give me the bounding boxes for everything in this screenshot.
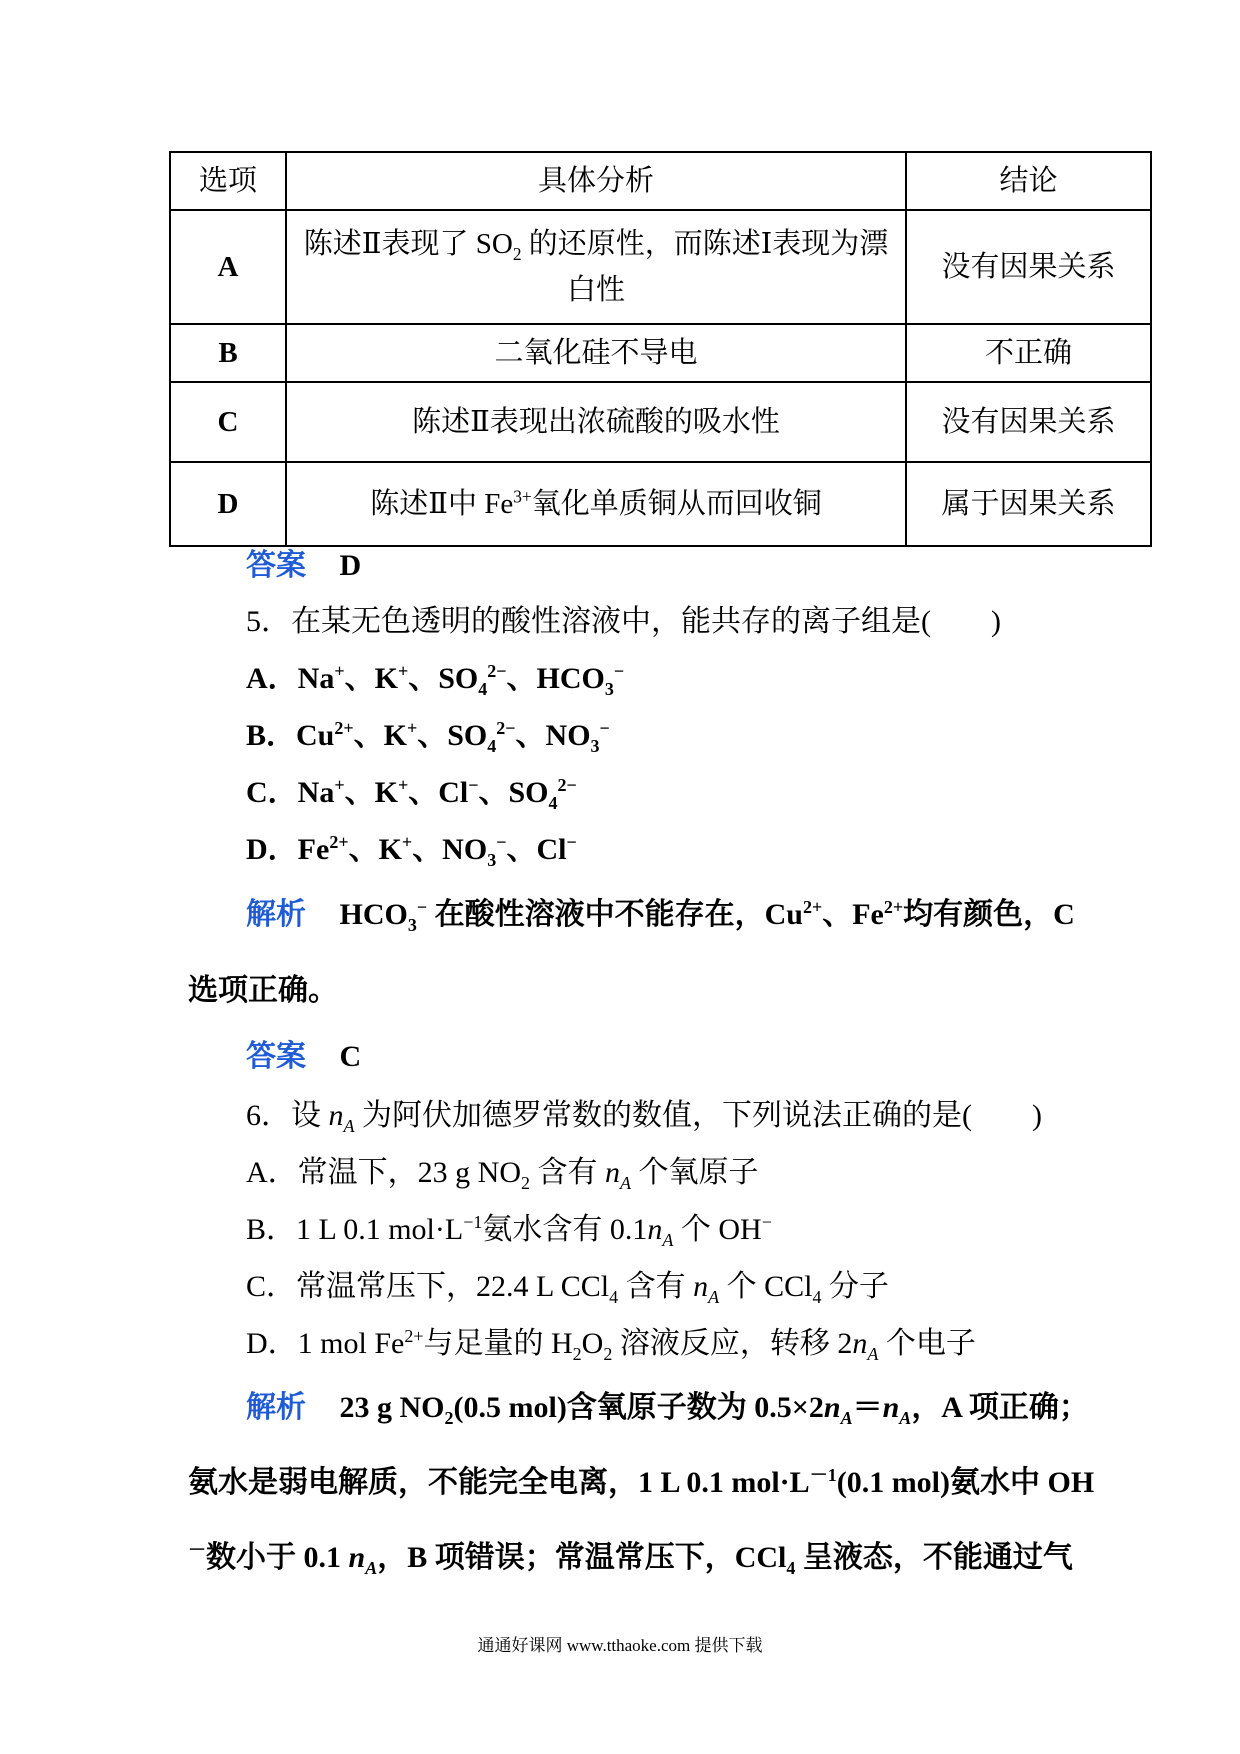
row-b-analysis: 二氧化硅不导电: [286, 324, 906, 382]
answer-value: D: [339, 549, 362, 582]
q5-analysis: [246, 897, 1075, 935]
answer-value: C: [339, 1040, 362, 1073]
header-option: 选项: [170, 152, 286, 210]
q6-option-b: B．1 L 0.1 $mol\cdot L^{-1}$氨水含有 $0.1n_A$ 个 OH−: [246, 1212, 772, 1250]
row-a-option: A: [170, 210, 286, 324]
q6-analysis: [246, 1391, 1089, 1428]
q6-analysis-line1: 23 g $NO_2(0.5$ mol)含氧原子数为 $0.5\times 2n_A=n_A$，A 项正确；: [339, 1391, 1089, 1428]
header-conclusion: 结论: [906, 152, 1151, 210]
q6-option-c: C．常温常压下，22.4 L CCl$_4$ 含有 $n_A$ 个 CCl$_4$ 分子: [246, 1270, 889, 1307]
footer-source: 通通好课网 www.tthaoke.com 提供下载: [477, 1636, 763, 1655]
answer-5: [246, 1042, 361, 1072]
answer-4: [246, 551, 361, 581]
q6-option-a: A．常温下，23 g $NO_2$ 含有 $n_A$ 个氧原子: [246, 1156, 759, 1193]
row-b-option: B: [170, 324, 286, 382]
row-a-analysis: 陈述Ⅱ表现了 $SO_2$ 的还原性，而陈述Ⅰ表现为漂白性: [286, 210, 906, 324]
q5-option-d: D．$Fe^{2+}$、K+、$NO_3^-$、Cl−: [246, 832, 577, 870]
q5-analysis-line2: 选项正确。: [188, 974, 338, 1007]
analysis-label: 解析: [246, 898, 306, 931]
row-d-conclusion: 属于因果关系: [906, 462, 1151, 546]
q5-stem: 5．在某无色透明的酸性溶液中，能共存的离子组是( ): [246, 605, 1001, 638]
row-d-analysis: 陈述Ⅱ中 $Fe^{3+}$氧化单质铜从而回收铜: [286, 462, 906, 546]
q6-analysis-line3: －数小于 0.1 $n_A$，B 项错误；常温常压下，CCl$_4$ 呈液态，不能通过气: [188, 1540, 1073, 1578]
q5-option-c: C．Na+、K+、Cl−、$SO_4^{2-}$: [246, 775, 577, 813]
analysis-table: [169, 151, 1152, 547]
row-b-conclusion: 不正确: [906, 324, 1151, 382]
row-d-option: D: [170, 462, 286, 546]
row-c-analysis: 陈述Ⅱ表现出浓硫酸的吸水性: [286, 382, 906, 462]
q5-option-a: A．Na+、K+、$SO_4^{2-}$、$HCO_3^-$: [246, 661, 625, 699]
row-a-conclusion: 没有因果关系: [906, 210, 1151, 324]
q5-analysis-line1: $HCO_3^-$ 在酸性溶液中不能存在，$Cu^{2+}$、$Fe^{2+}$均有颜色，C: [339, 897, 1075, 935]
answer-label: 答案: [246, 1040, 306, 1073]
q6-stem: 6．设 $n_A$ 为阿伏加德罗常数的数值，下列说法正确的是( ): [246, 1099, 1042, 1136]
q5-option-b: B．$Cu^{2+}$、K+、$SO_4^{2-}$、$NO_3^-$: [246, 718, 610, 756]
q6-analysis-line2: 氨水是弱电解质，不能完全电离，1 L 0.1 $mol\cdot L^{-1}(0.1$ mol)氨水中 OH: [188, 1465, 1095, 1499]
header-analysis: 具体分析: [286, 152, 906, 210]
row-c-conclusion: 没有因果关系: [906, 382, 1151, 462]
row-c-option: C: [170, 382, 286, 462]
q6-option-d: D．1 mol $Fe^{2+}$与足量的 $H_2O_2$ 溶液反应，转移 $2n_A$ 个电子: [246, 1326, 976, 1364]
answer-label: 答案: [246, 549, 306, 582]
analysis-label: 解析: [246, 1391, 306, 1424]
